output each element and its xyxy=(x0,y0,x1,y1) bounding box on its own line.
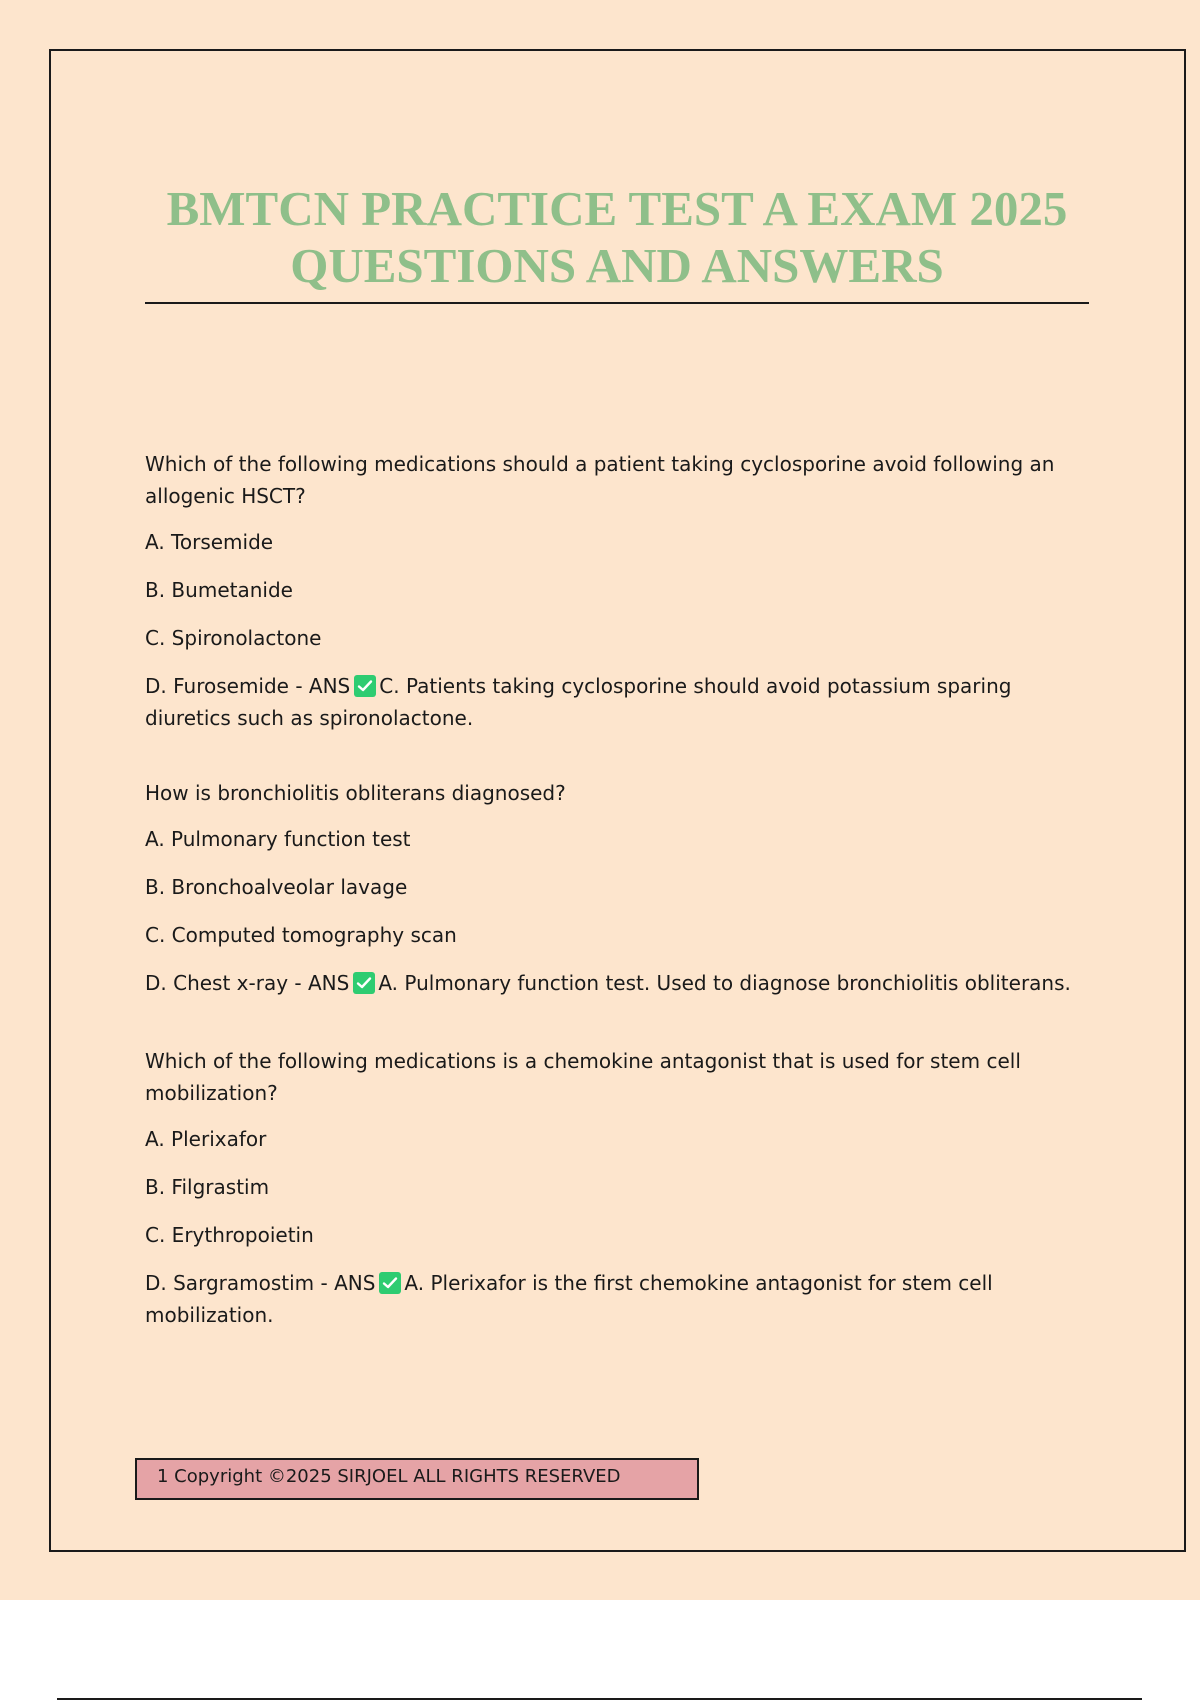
option-b: B. Filgrastim xyxy=(145,1175,270,1199)
check-icon xyxy=(354,675,376,697)
answer-explanation: C. Patients taking cyclosporine should avoid potassium sparing diuretics such as spironolactone. xyxy=(145,674,1012,730)
question-text: How is bronchiolitis obliterans diagnosed? xyxy=(145,781,566,805)
option-d-with-answer xyxy=(145,967,1090,999)
option-a: A. Plerixafor xyxy=(145,1127,267,1151)
title-line-2: QUESTIONS AND ANSWERS xyxy=(290,238,944,293)
check-icon xyxy=(379,1272,401,1294)
option-a: A. Torsemide xyxy=(145,530,274,554)
title-line-1: BMTCN PRACTICE TEST A EXAM 2025 xyxy=(166,181,1068,236)
question-2 xyxy=(145,777,1090,999)
option-c: C. Computed tomography scan xyxy=(145,923,457,947)
option-d-with-answer xyxy=(145,670,1090,734)
option-d: D. Furosemide - ANS xyxy=(145,674,351,698)
question-list xyxy=(145,448,1090,1374)
option-c: C. Spironolactone xyxy=(145,626,322,650)
copyright-footer: 1 Copyright ©2025 SIRJOEL ALL RIGHTS RESERVED xyxy=(135,1458,699,1500)
check-icon xyxy=(353,972,375,994)
option-d-with-answer xyxy=(145,1267,1090,1331)
option-d: D. Sargramostim - ANS xyxy=(145,1271,376,1295)
answer-explanation: A. Pulmonary function test. Used to diagnose bronchiolitis obliterans. xyxy=(378,971,1071,995)
question-1 xyxy=(145,448,1090,734)
question-3 xyxy=(145,1045,1090,1331)
option-c: C. Erythropoietin xyxy=(145,1223,314,1247)
question-text: Which of the following medications is a chemokine antagonist that is used for stem cell mobilization? xyxy=(145,1049,1021,1105)
option-b: B. Bumetanide xyxy=(145,578,293,602)
document-title xyxy=(145,180,1089,294)
option-a: A. Pulmonary function test xyxy=(145,827,411,851)
option-d: D. Chest x-ray - ANS xyxy=(145,971,350,995)
answer-explanation: A. Plerixafor is the first chemokine antagonist for stem cell mobilization. xyxy=(145,1271,993,1327)
title-underline xyxy=(145,302,1089,304)
option-b: B. Bronchoalveolar lavage xyxy=(145,875,408,899)
question-text: Which of the following medications should a patient taking cyclosporine avoid following an allogenic HSCT? xyxy=(145,452,1055,508)
